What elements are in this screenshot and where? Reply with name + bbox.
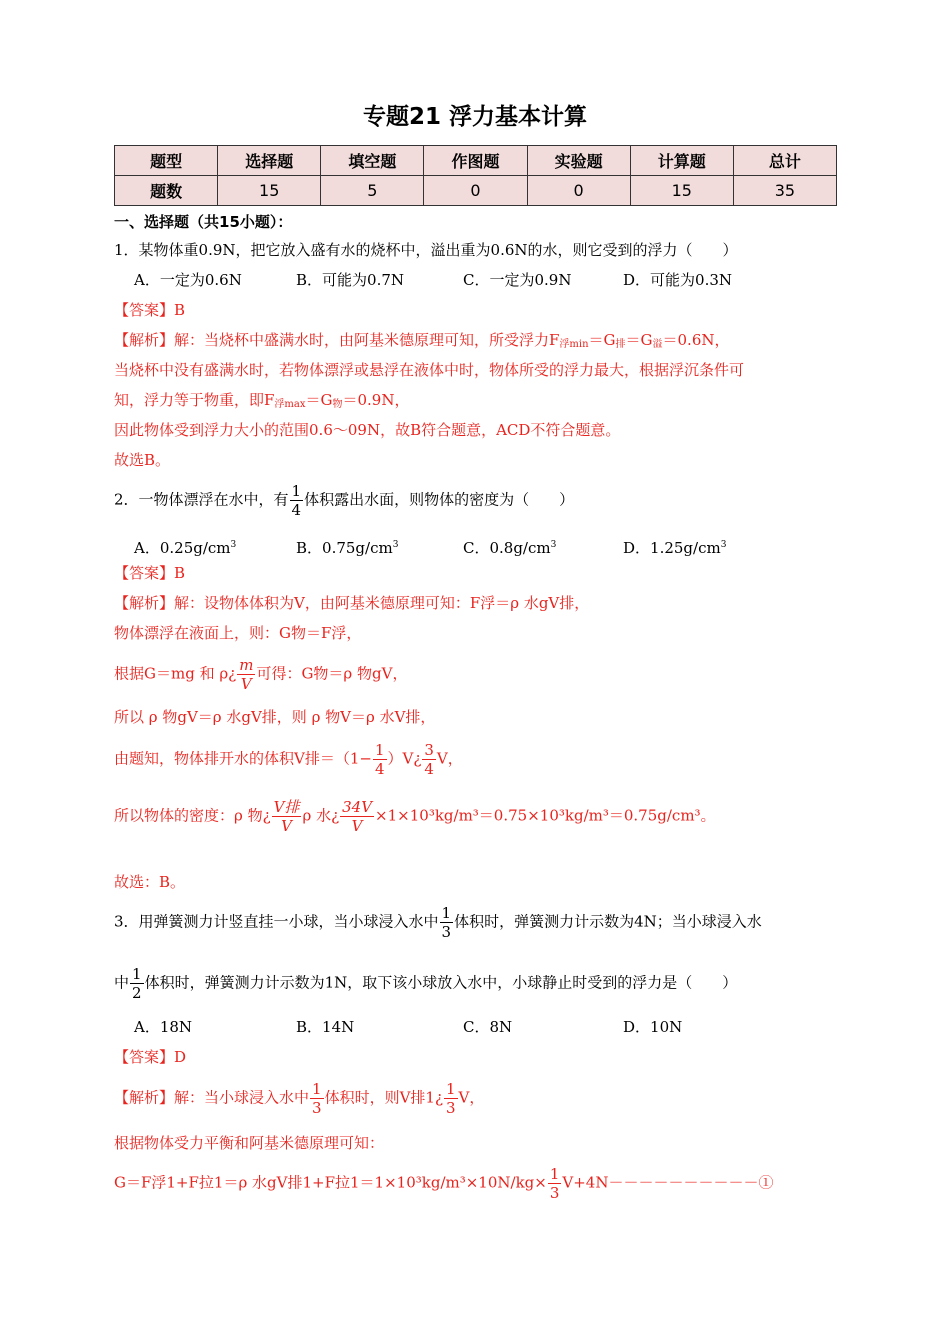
q3-answer: 【答案】D	[114, 1048, 187, 1066]
q2-analysis-line-1: 【解析】解：设物体体积为V，由阿基米德原理可知：F浮＝ρ 水gV排，	[114, 594, 590, 612]
q2-analysis-line-7: 故选：B。	[114, 873, 186, 891]
q2-analysis-line-5: 由题知，物体排开水的体积V排＝（1− $\frac{1}{4}$ ）V¿ $\frac{3}{4}$ V，	[114, 741, 463, 778]
q2-option-c: C．$0.8g/cm^3$	[463, 539, 557, 557]
q3-analysis-line-3: G＝F浮1+F拉1＝ρ 水gV排1+F拉1＝1×10³kg/m³×10N/kg× $\frac{1}{3}$ V+4N－－－－－－－－－－①	[114, 1165, 774, 1202]
q3-option-b: B．14N	[296, 1018, 355, 1036]
table-row	[115, 176, 837, 206]
table-cell: 15	[630, 176, 733, 206]
q1-analysis-line-3: 知，浮力等于物重，即$F_{浮max}=G_物=0.9N$，	[114, 391, 410, 410]
page-title: 专题21 浮力基本计算	[362, 104, 587, 130]
q1-analysis-line-2: 当烧杯中没有盛满水时，若物体漂浮或悬浮在液体中时，物体所受的浮力最大，根据浮沉条件可	[114, 361, 745, 379]
q1-option-b: B．可能为0.7N	[296, 271, 405, 289]
table-cell: 题数	[115, 176, 218, 206]
table-cell: 总计	[733, 146, 836, 176]
q3-option-c: C．8N	[463, 1018, 513, 1036]
q2-option-d: D．$1.25g/cm^3$	[623, 539, 727, 557]
table-cell: 5	[321, 176, 424, 206]
q1-answer: 【答案】B	[114, 301, 186, 319]
table-cell: 计算题	[630, 146, 733, 176]
q1-option-a: A．一定为0.6N	[134, 271, 242, 289]
q2-option-a: A．$0.25g/cm^3$	[134, 539, 237, 557]
q2-stem: 2．一物体漂浮在水中，有 $\frac{1}{4}$ 体积露出水面，则物体的密度为（ ）	[114, 482, 575, 519]
q2-option-b: B．$0.75g/cm^3$	[296, 539, 399, 557]
q3-option-d: D．10N	[623, 1018, 683, 1036]
q2-answer: 【答案】B	[114, 564, 186, 582]
table-cell: 填空题	[321, 146, 424, 176]
table-cell: 选择题	[218, 146, 321, 176]
q3-option-a: A．18N	[134, 1018, 193, 1036]
q1-analysis-line-4: 因此物体受到浮力大小的范围0.6～09N，故B符合题意，ACD不符合题意。	[114, 421, 621, 439]
table-cell: 作图题	[424, 146, 527, 176]
q3-analysis-line-2: 根据物体受力平衡和阿基米德原理可知：	[114, 1134, 385, 1152]
q3-analysis-line-1: 【解析】解：当小球浸入水中 $\frac{1}{3}$ 体积时，则V排1¿ $\frac{1}{3}$ V，	[114, 1080, 485, 1117]
section-heading: 一、选择题（共15小题）：	[114, 213, 293, 231]
q1-option-c: C．一定为0.9N	[463, 271, 572, 289]
q2-analysis-line-2: 物体漂浮在液面上，则：G物＝F浮，	[114, 624, 362, 642]
q3-stem-line-2: 中 $\frac{1}{2}$ 体积时，弹簧测力计示数为1N，取下该小球放入水中，小球静止时受到的浮力是（ ）	[114, 965, 738, 1002]
q1-analysis-line-5: 故选B。	[114, 451, 171, 469]
table-cell: 实验题	[527, 146, 630, 176]
q3-stem-line-1: 3．用弹簧测力计竖直挂一小球，当小球浸入水中 $\frac{1}{3}$ 体积时，弹簧测力计示数为4N；当小球浸入水	[114, 904, 762, 941]
question-stats-table	[114, 145, 837, 206]
q2-analysis-line-4: 所以 ρ 物gV＝ρ 水gV排，则 ρ 物V＝ρ 水V排，	[114, 708, 436, 726]
q2-analysis-line-3: 根据G＝mg 和 ρ¿ $\frac{m}{V}$ 可得：G物＝ρ 物gV，	[114, 656, 408, 693]
q1-stem: 1．某物体重0.9N，把它放入盛有水的烧杯中，溢出重为0.6N的水，则它受到的浮力（ ）	[114, 241, 738, 259]
table-cell: 35	[733, 176, 836, 206]
table-header-row	[115, 146, 837, 176]
table-cell: 0	[527, 176, 630, 206]
table-cell: 15	[218, 176, 321, 206]
q1-option-d: D．可能为0.3N	[623, 271, 733, 289]
table-cell: 题型	[115, 146, 218, 176]
table-cell: 0	[424, 176, 527, 206]
q2-analysis-line-6: 所以物体的密度：ρ 物¿ $\frac{\text{V排}}{V}$ ρ 水¿ $\frac{34V}{V}$ ×1×10³kg/m³＝0.75×10³kg/m³＝0.75g/cm³。	[114, 798, 716, 835]
q1-analysis-line-1: 【解析】解：当烧杯中盛满水时，由阿基米德原理可知，所受浮力$F_{浮min}=G_排=G_溢=0.6N$，	[114, 331, 730, 350]
